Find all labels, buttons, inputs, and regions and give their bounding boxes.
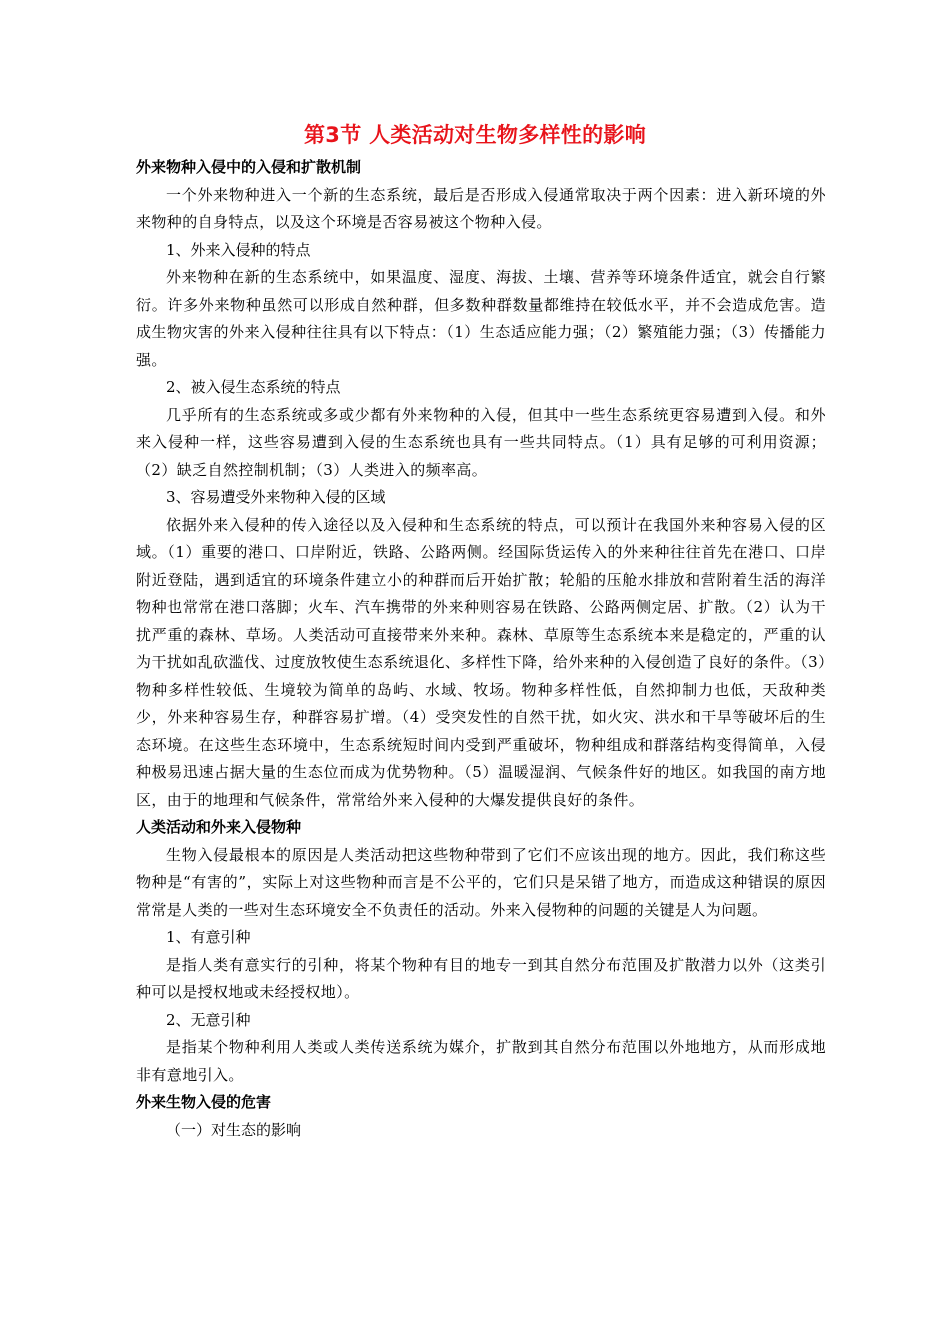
subsection-label: 1、外来入侵种的特点: [166, 240, 311, 259]
subsection-label: 2、被入侵生态系统的特点: [166, 378, 341, 396]
paragraph: 外来物种在新的生态系统中，如果温度、湿度、海拔、土壤、营养等环境条件适宜，就会自行繁衍。许多外来物种虽然可以形成自然种群，但多数种群数量都维持在较低水平，并不会造成危害。造成生物灾害的外来入侵种往往具有以下特点：（1）生态适应能力强；（2）繁殖能力强；（3）传播能力强。: [136, 268, 826, 369]
document-title: 第3节 人类活动对生物多样性的影响: [303, 123, 647, 147]
paragraph: 几乎所有的生态系统或多或少都有外来物种的入侵，但其中一些生态系统更容易遭到入侵。和外来入侵种一样，这些容易遭到入侵的生态系统也具有一些共同特点。（1）具有足够的可利用资源；（2）缺乏自然控制机制；（3）人类进入的频率高。: [136, 405, 826, 479]
section-heading: 外来物种入侵中的入侵和扩散机制: [136, 158, 362, 176]
paragraph: 是指某个物种利用人类或人类传送系统为媒介，扩散到其自然分布范围以外地地方，从而形成地非有意地引入。: [136, 1038, 826, 1084]
document-body: [136, 154, 826, 1144]
section-heading: 人类活动和外来入侵物种: [136, 818, 302, 836]
paragraph: 是指人类有意实行的引种，将某个物种有目的地专一到其自然分布范围及扩散潜力以外（这类引种可以是授权地或未经授权地）。: [136, 955, 826, 1001]
subsection-label: 2、无意引种: [166, 1010, 251, 1029]
paragraph: 依据外来入侵种的传入途径以及入侵种和生态系统的特点，可以预计在我国外来种容易入侵的区域。（1）重要的港口、口岸附近，铁路、公路两侧。经国际货运传入的外来种往往首先在港口、口岸附近登陆，遇到适宜的环境条件建立小的种群而后开始扩散；轮船的压舱水排放和营附着生活的海洋物种也常常在港口落脚；火车、汽车携带的外来种则容易在铁路、公路两侧定居、扩散。（2）认为干扰严重的森林、草场。人类活动可直接带来外来种。森林、草原等生态系统本来是稳定的，严重的认为干扰如乱砍滥伐、过度放牧使生态系统退化、多样性下降，给外来种的入侵创造了良好的条件。（3）物种多样性较低、生境较为简单的岛屿、水域、牧场。物种多样性低，自然抑制力也低，天敌种类少，外来种容易生存，种群容易扩增。（4）受突发性的自然干扰，如火灾、洪水和干旱等破坏后的生态环境。在这些生态环境中，生态系统短时间内受到严重破坏，物种组成和群落结构变得简单，入侵种极易迅速占据大量的生态位而成为优势物种。（5）温暖湿润、气候条件好的地区。如我国的南方地区，由于的地理和气候条件，常常给外来入侵种的大爆发提供良好的条件。: [136, 515, 826, 809]
section-heading: 外来生物入侵的危害: [136, 1093, 272, 1111]
paragraph: 生物入侵最根本的原因是人类活动把这些物种带到了它们不应该出现的地方。因此，我们称这些物种是“有害的”，实际上对这些物种而言是不公平的，它们只是呆错了地方，而造成这种错误的原因常常是人类的一些对生态环境安全不负责任的活动。外来入侵物种的问题的关键是人为问题。: [136, 845, 826, 919]
subsection-label: 1、有意引种: [166, 928, 251, 946]
paragraph: 一个外来物种进入一个新的生态系统，最后是否形成入侵通常取决于两个因素：进入新环境的外来物种的自身特点，以及这个环境是否容易被这个物种入侵。: [136, 185, 826, 231]
subsection-label: （一）对生态的影响: [166, 1120, 302, 1139]
subsection-label: 3、容易遭受外来物种入侵的区域: [166, 488, 386, 506]
